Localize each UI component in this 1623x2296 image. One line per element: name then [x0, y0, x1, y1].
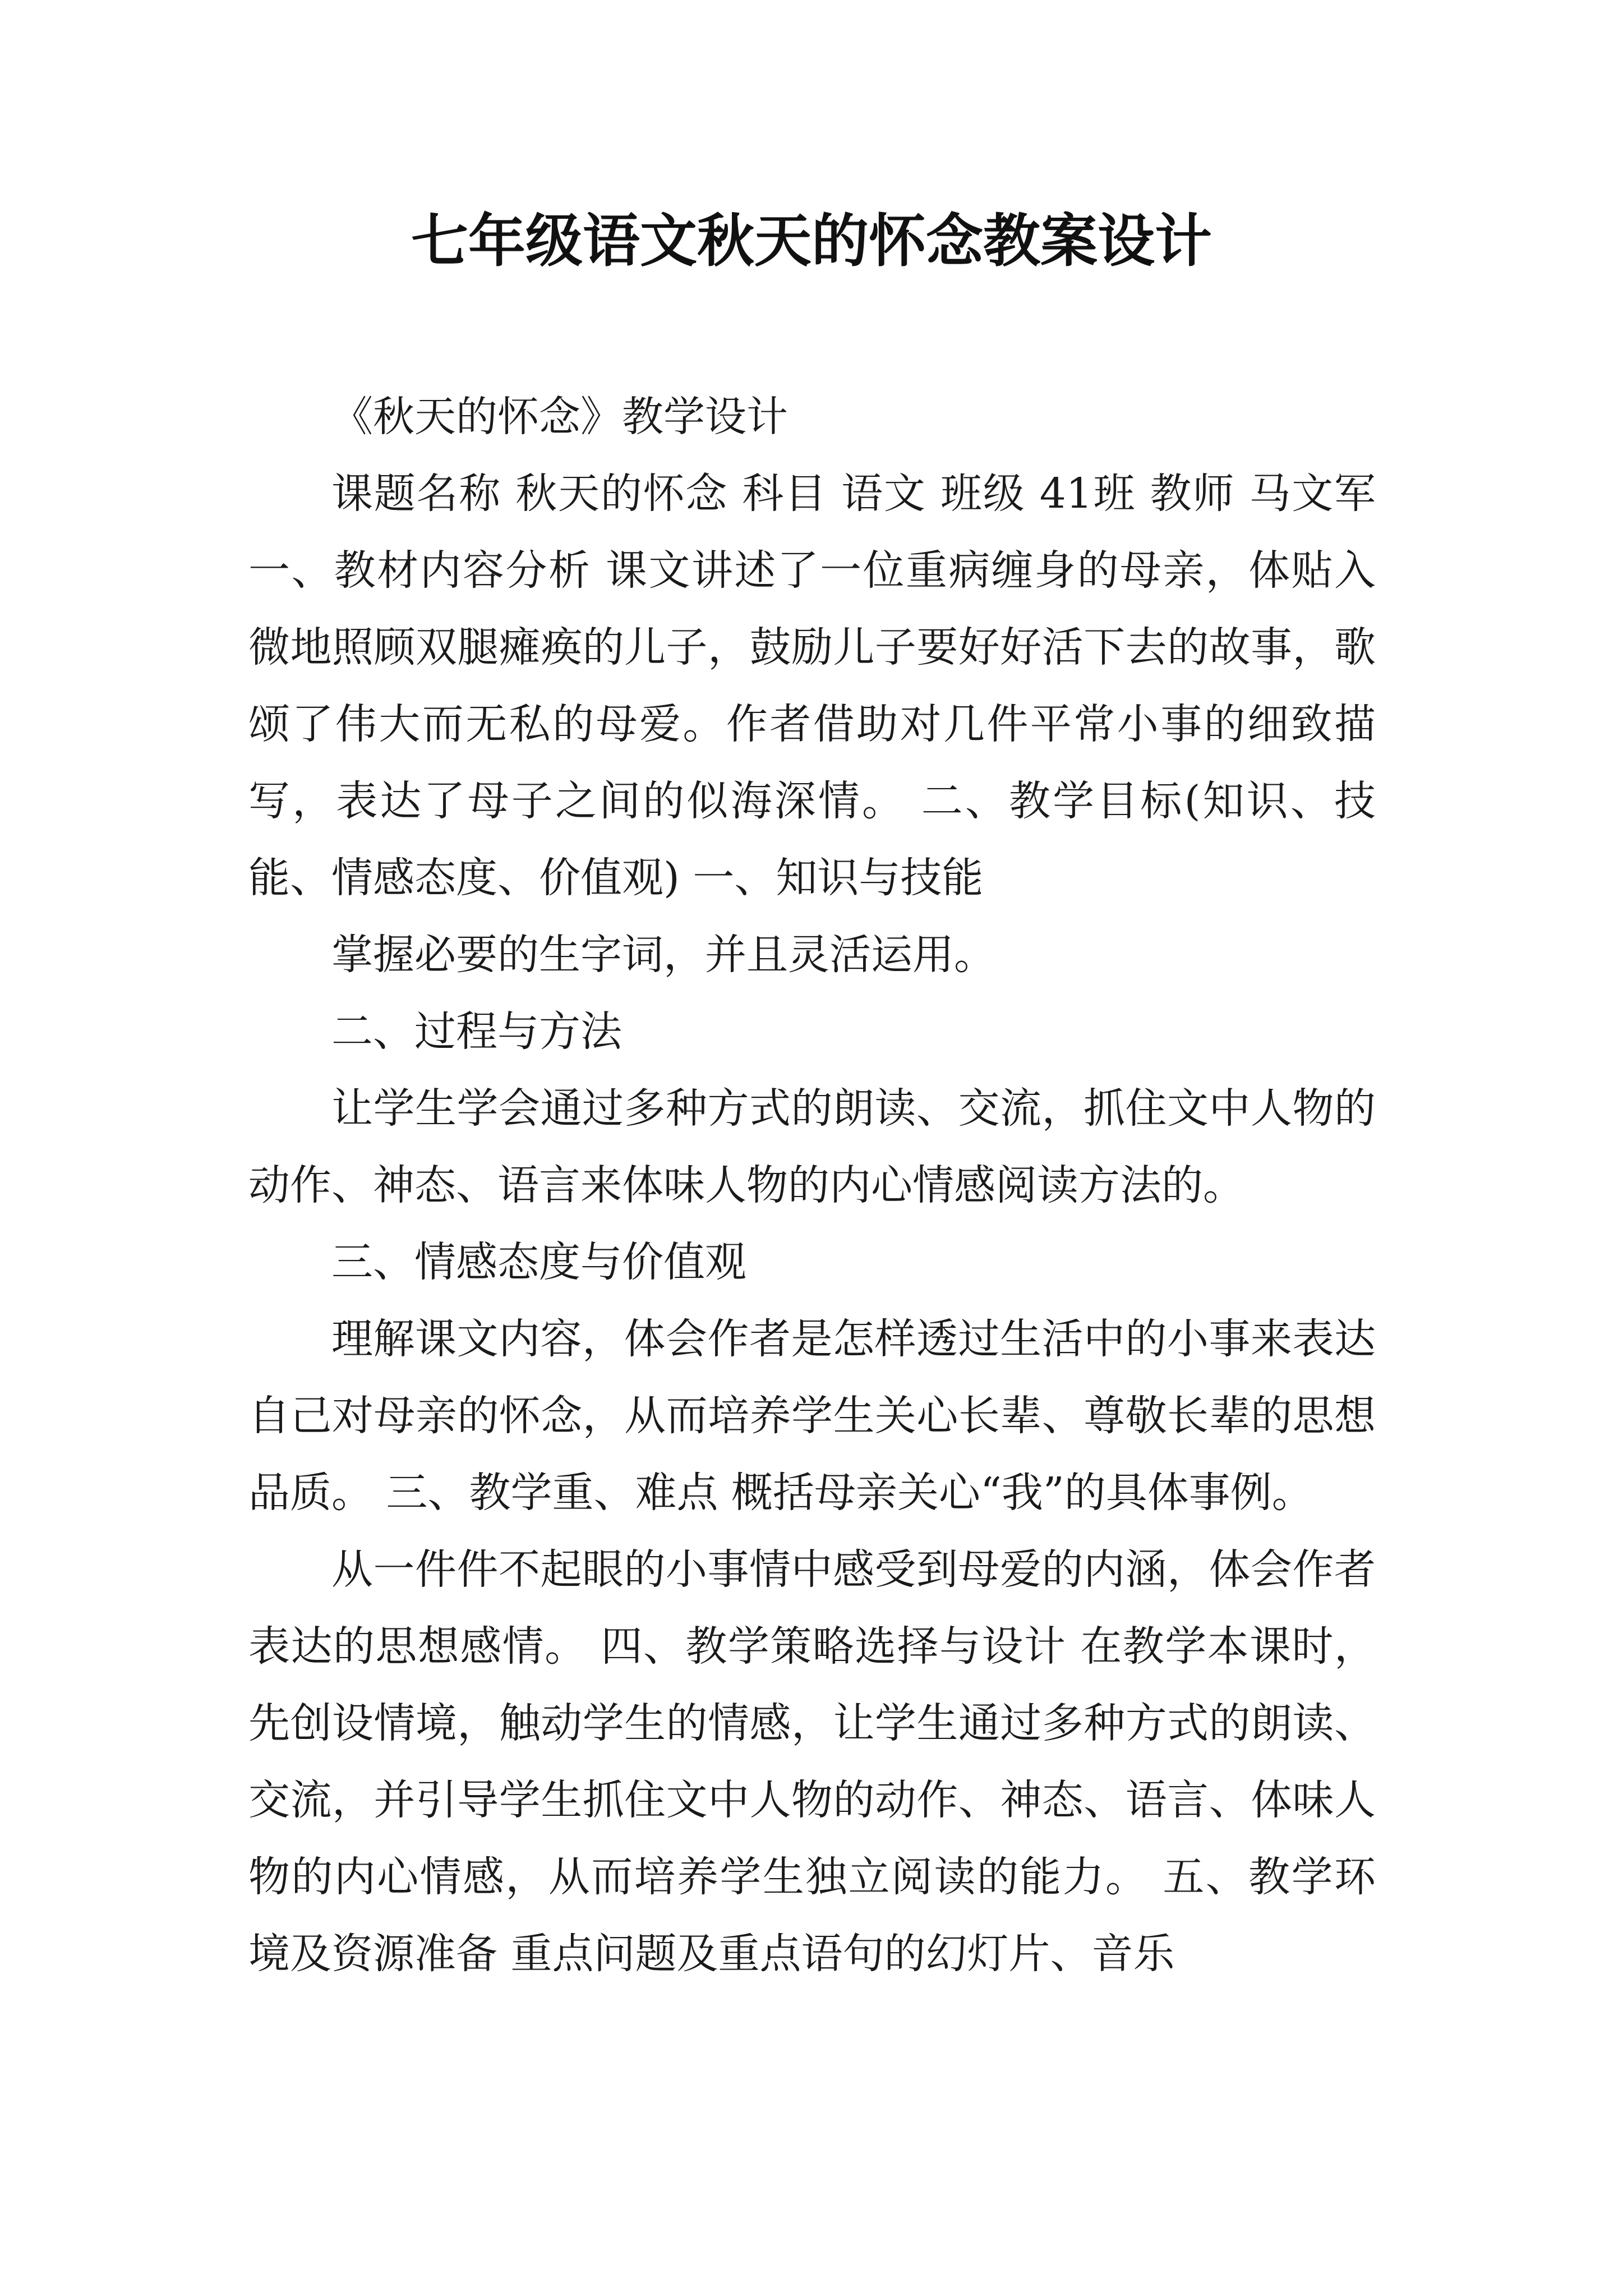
paragraph-attitude-values-heading: 三、情感态度与价值观: [331, 1238, 746, 1286]
paragraph-process-method-heading: 二、过程与方法: [331, 1007, 622, 1056]
document-title: 七年级语文秋天的怀念教案设计: [411, 208, 1212, 275]
paragraph-lesson-heading: 《秋天的怀念》教学设计: [331, 393, 788, 441]
paragraph-strategy-and-resources: 从一件件不起眼的小事情中感受到母爱的内涵，体会作者表达的思想感情。 四、教学策略选择与设计 在教学本课时，先创设情境，触动学生的情感，让学生通过多种方式的朗读、交流，并引导学生抓住文中人物的动作、神态、语言、体味人物的内心情感，从而培养学生独立阅读的能力。 五、教学环境及资源准备 重点问题及重点语句的幻灯片、音乐: [248, 1545, 1376, 1978]
paragraph-course-info-and-analysis: 课题名称 秋天的怀念 科目 语文 班级 41班 教师 马文军 一、教材内容分析 课文讲述了一位重病缠身的母亲，体贴入微地照顾双腿瘫痪的儿子，鼓励儿子要好好活下去的故事，歌颂了伟大而无私的母爱。作者借助对几件平常小事的细致描写，表达了母子之间的似海深情。 二、教学目标(知识、技能、情感态度、价值观) 一、知识与技能: [248, 470, 1376, 902]
paragraph-knowledge-goal: 掌握必要的生字词，并且灵活运用。: [331, 931, 995, 979]
document-body: [248, 379, 1376, 1993]
paragraph-attitude-values: 理解课文内容，体会作者是怎样透过生活中的小事来表达自己对母亲的怀念，从而培养学生关心长辈、尊敬长辈的思想品质。 三、教学重、难点 概括母亲关心“我”的具体事例。: [248, 1315, 1376, 1517]
paragraph-process-method: 让学生学会通过多种方式的朗读、交流，抓住文中人物的动作、神态、语言来体味人物的内心情感阅读方法的。: [248, 1084, 1376, 1209]
